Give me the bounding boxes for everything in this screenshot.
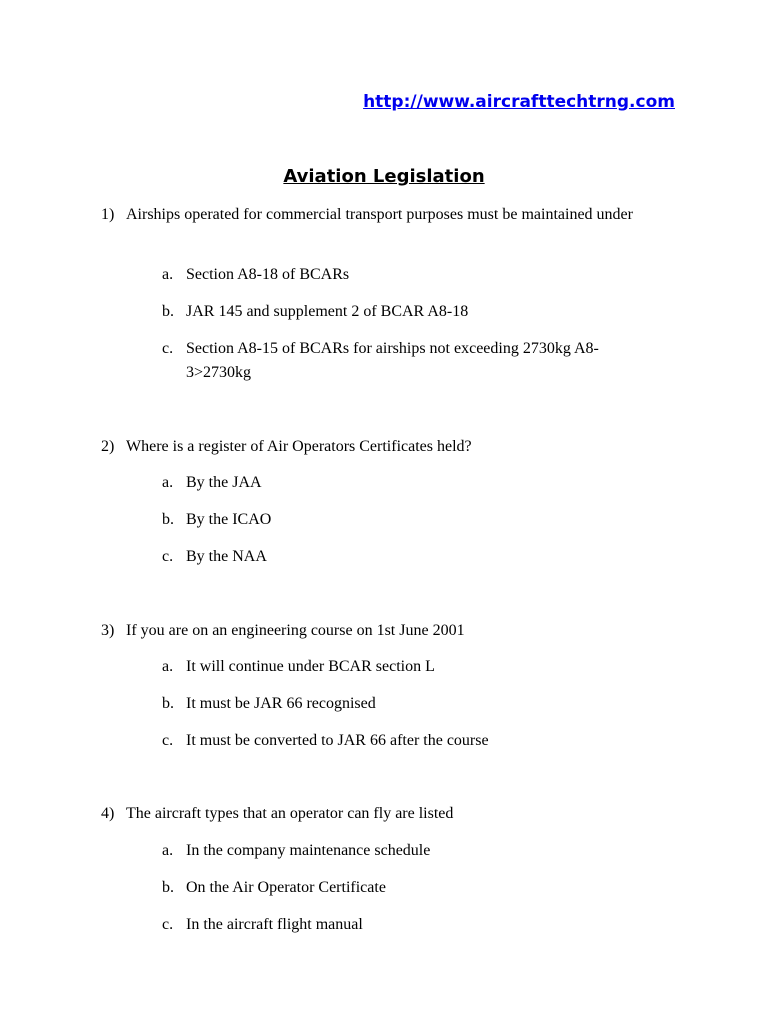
option-letter: b. <box>162 695 174 712</box>
question-text: Where is a register of Air Operators Certificates held? <box>126 438 472 455</box>
option-text: By the JAA <box>186 474 262 491</box>
page-title-text: Aviation Legislation <box>283 166 485 187</box>
option-letter: a. <box>162 658 174 675</box>
option-text: On the Air Operator Certificate <box>186 879 386 896</box>
option-text: By the ICAO <box>186 511 272 528</box>
question-1-option-a <box>162 263 662 287</box>
option-text: It must be JAR 66 recognised <box>186 695 376 712</box>
option-text: Section A8-15 of BCARs for airships not exceeding 2730kg A8-3>2730kg <box>186 340 599 381</box>
question-4-option-c <box>162 913 662 937</box>
question-4-option-b <box>162 876 662 900</box>
option-letter: a. <box>162 266 174 283</box>
question-2 <box>101 435 661 459</box>
option-text: It will continue under BCAR section L <box>186 658 435 675</box>
question-number: 1) <box>101 206 115 223</box>
option-text: It must be converted to JAR 66 after the course <box>186 732 489 749</box>
question-4-option-a <box>162 839 662 863</box>
question-2-option-a <box>162 471 662 495</box>
question-3-option-b <box>162 692 662 716</box>
option-letter: c. <box>162 916 174 933</box>
option-letter: b. <box>162 879 174 896</box>
question-number: 3) <box>101 622 115 639</box>
question-1-option-b <box>162 300 662 324</box>
option-letter: c. <box>162 548 174 565</box>
question-2-option-c <box>162 545 662 569</box>
option-letter: c. <box>162 340 174 357</box>
option-letter: b. <box>162 511 174 528</box>
option-letter: c. <box>162 732 174 749</box>
question-text: The aircraft types that an operator can fly are listed <box>126 805 454 822</box>
option-text: In the company maintenance schedule <box>186 842 431 859</box>
option-letter: a. <box>162 842 174 859</box>
question-3-option-c <box>162 729 662 753</box>
page-title <box>0 166 768 187</box>
option-letter: b. <box>162 303 174 320</box>
option-text: JAR 145 and supplement 2 of BCAR A8-18 <box>186 303 469 320</box>
question-3 <box>101 619 661 643</box>
question-1 <box>101 203 661 227</box>
option-text: In the aircraft flight manual <box>186 916 363 933</box>
website-link[interactable]: http://www.aircrafttechtrng.com <box>363 92 675 112</box>
question-number: 4) <box>101 805 115 822</box>
question-4 <box>101 802 661 826</box>
question-3-option-a <box>162 655 662 679</box>
option-text: Section A8-18 of BCARs <box>186 266 350 283</box>
question-number: 2) <box>101 438 115 455</box>
question-1-option-c <box>162 337 662 385</box>
question-text: If you are on an engineering course on 1st June 2001 <box>126 622 465 639</box>
option-letter: a. <box>162 474 174 491</box>
question-2-option-b <box>162 508 662 532</box>
question-text: Airships operated for commercial transport purposes must be maintained under <box>126 206 633 223</box>
option-text: By the NAA <box>186 548 267 565</box>
